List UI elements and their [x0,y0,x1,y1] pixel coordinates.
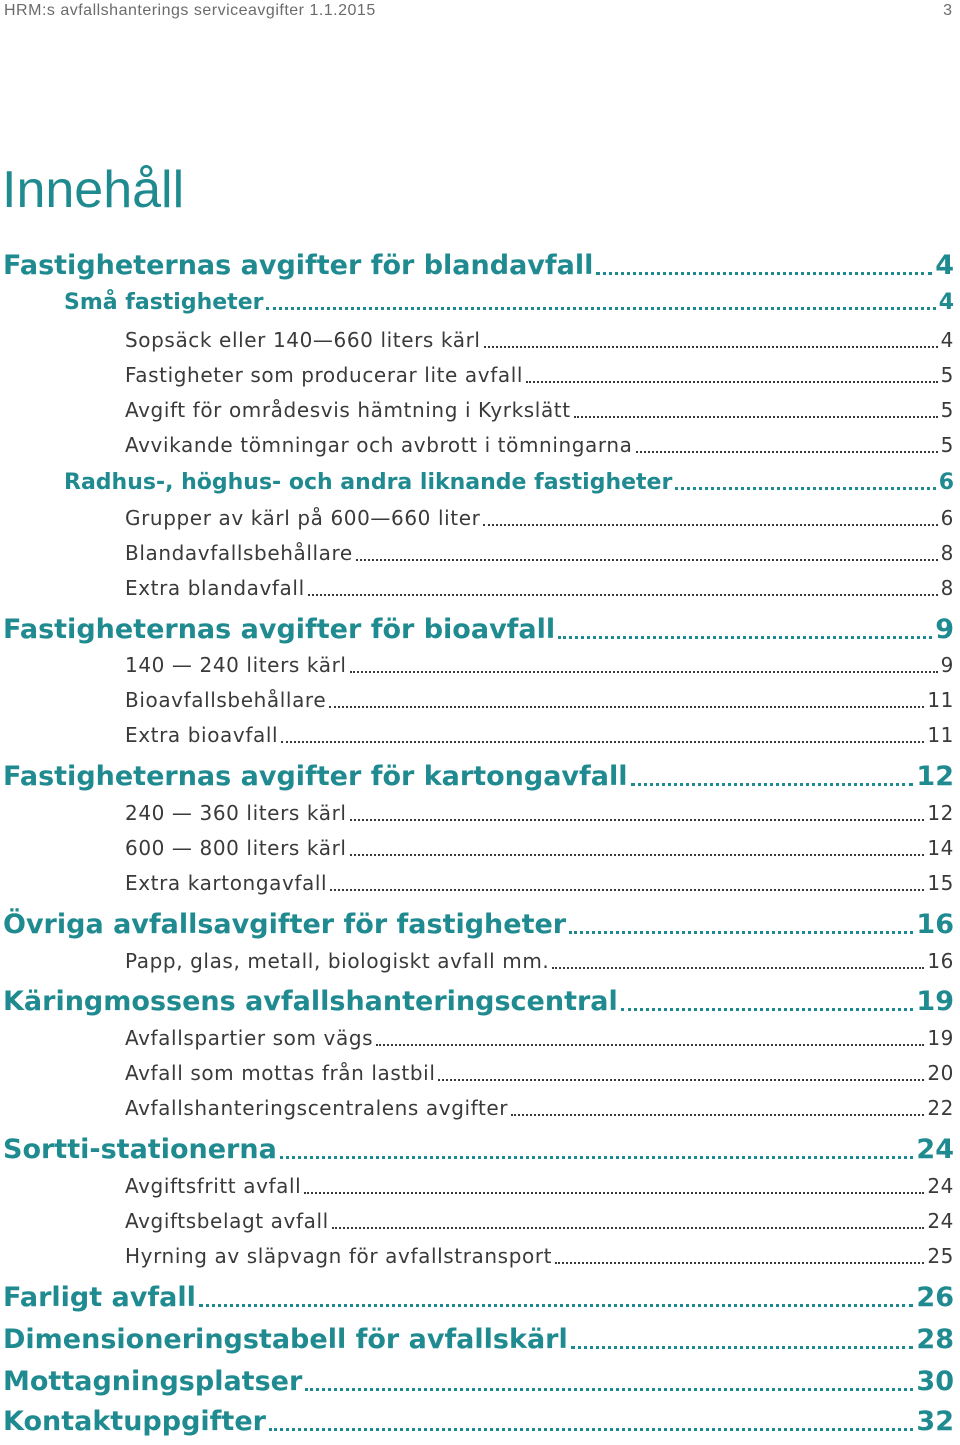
toc-entry-label: Extra blandavfall [125,576,305,600]
dot-leader [330,889,924,891]
document-title: HRM:s avfallshanterings serviceavgifter 1.1.2015 [4,2,376,19]
toc-entry-page-number: 24 [927,1209,954,1233]
dot-leader [552,967,924,969]
dot-leader [332,1227,925,1229]
toc-entry-label: Grupper av kärl på 600—660 liter [125,506,481,530]
toc-entry-page-number: 12 [916,761,954,792]
dot-leader [555,1262,924,1264]
dot-leader [484,346,938,348]
toc-entry-page-number: 32 [916,1406,954,1437]
toc-entry[interactable] [125,328,954,352]
toc-entry[interactable] [3,1366,954,1397]
dot-leader [199,1304,914,1307]
toc-entry[interactable] [3,614,954,645]
toc-entry-page-number: 9 [940,653,954,677]
dot-leader [596,272,932,275]
toc-entry-page-number: 19 [916,986,954,1017]
toc-entry[interactable] [125,723,954,747]
toc-entry-label: Bioavfallsbehållare [125,688,327,712]
toc-entry[interactable] [64,290,954,315]
toc-entry-page-number: 6 [938,470,954,495]
toc-entry[interactable] [125,1209,954,1233]
toc-entry-page-number: 5 [940,433,954,457]
toc-entry-label: Extra kartongavfall [125,871,328,895]
dot-leader [621,1008,914,1011]
dot-leader [675,487,935,490]
toc-entry[interactable] [125,1174,954,1198]
toc-entry[interactable] [3,250,954,281]
toc-entry-label: Hyrning av släpvagn för avfallstransport [125,1244,553,1268]
toc-entry[interactable] [125,576,954,600]
toc-entry[interactable] [125,653,954,677]
page-number: 3 [943,2,952,19]
toc-entry-page-number: 4 [940,328,954,352]
toc-entry[interactable] [3,1134,954,1165]
toc-entry-label: Käringmossens avfallshanteringscentral [3,986,618,1017]
dot-leader [631,783,914,786]
dot-leader [526,381,938,383]
toc-entry-label: Extra bioavfall [125,723,279,747]
dot-leader [266,307,935,310]
toc-entry[interactable] [64,470,954,495]
toc-entry[interactable] [125,398,954,422]
dot-leader [305,1388,913,1391]
toc-entry-label: Papp, glas, metall, biologiskt avfall mm. [125,949,550,973]
toc-entry-page-number: 4 [935,250,954,281]
toc-entry-page-number: 24 [916,1134,954,1165]
toc-entry-label: Avfallshanteringscentralens avgifter [125,1096,509,1120]
dot-leader [558,636,932,639]
dot-leader [269,1428,913,1431]
toc-entry-page-number: 11 [927,688,954,712]
toc-entry-page-number: 25 [927,1244,954,1268]
toc-entry-page-number: 16 [916,909,954,940]
dot-leader [329,706,924,708]
toc-entry-page-number: 9 [935,614,954,645]
toc-entry[interactable] [125,363,954,387]
toc-entry-page-number: 6 [940,506,954,530]
toc-entry-page-number: 16 [927,949,954,973]
toc-entry-page-number: 14 [927,836,954,860]
toc-entry[interactable] [125,871,954,895]
toc-entry[interactable] [125,1244,954,1268]
toc-entry-page-number: 15 [927,871,954,895]
toc-entry-label: Avvikande tömningar och avbrott i tömningarna [125,433,633,457]
toc-entry-page-number: 5 [940,363,954,387]
toc-entry-page-number: 24 [927,1174,954,1198]
dot-leader [438,1079,924,1081]
dot-leader [304,1192,924,1194]
toc-entry[interactable] [3,1406,954,1437]
dot-leader [281,741,924,743]
toc-entry-label: Kontaktuppgifter [3,1406,266,1437]
toc-entry[interactable] [125,1096,954,1120]
toc-entry[interactable] [3,1282,954,1313]
toc-entry-label: Fastigheternas avgifter för bioavfall [3,614,556,645]
toc-entry[interactable] [3,761,954,792]
toc-entry-page-number: 8 [940,541,954,565]
dot-leader [350,854,925,856]
dot-leader [574,416,938,418]
toc-entry-page-number: 4 [938,290,954,315]
toc-entry-label: Radhus-, höghus- och andra liknande fastigheter [64,470,673,495]
dot-leader [571,1346,914,1349]
toc-entry-page-number: 5 [940,398,954,422]
toc-entry[interactable] [3,909,954,940]
toc-entry-label: Avgiftsbelagt avfall [125,1209,329,1233]
toc-entry-page-number: 11 [927,723,954,747]
dot-leader [511,1114,924,1116]
dot-leader [569,931,913,934]
toc-entry-page-number: 19 [927,1026,954,1050]
toc-entry-label: Fastigheter som producerar lite avfall [125,363,524,387]
toc-entry-label: Sopsäck eller 140—660 liters kärl [125,328,481,352]
toc-entry[interactable] [125,836,954,860]
toc-entry[interactable] [125,433,954,457]
dot-leader [483,524,937,526]
toc-entry-label: Farligt avfall [3,1282,196,1313]
toc-entry-page-number: 8 [940,576,954,600]
toc-entry[interactable] [125,1026,954,1050]
toc-entry[interactable] [3,986,954,1017]
toc-entry-page-number: 26 [916,1282,954,1313]
dot-leader [350,671,938,673]
toc-entry-label: Små fastigheter [64,290,264,315]
toc-entry[interactable] [125,541,954,565]
toc-entry-label: Avgift för områdesvis hämtning i Kyrkslätt [125,398,571,422]
toc-entry-label: Avfallspartier som vägs [125,1026,374,1050]
toc-entry-label: 600 — 800 liters kärl [125,836,347,860]
toc-entry[interactable] [125,688,954,712]
toc-entry-page-number: 20 [927,1061,954,1085]
toc-entry[interactable] [125,801,954,825]
toc-entry-label: Avfall som mottas från lastbil [125,1061,436,1085]
toc-heading: Innehåll [2,161,185,219]
toc-entry-label: Mottagningsplatser [3,1366,303,1397]
dot-leader [308,594,938,596]
toc-entry-label: Fastigheternas avgifter för blandavfall [3,250,594,281]
dot-leader [356,559,938,561]
dot-leader [636,451,938,453]
dot-leader [350,819,925,821]
toc-entry-label: Avgiftsfritt avfall [125,1174,302,1198]
toc-entry-label: 140 — 240 liters kärl [125,653,347,677]
toc-entry-label: Fastigheternas avgifter för kartongavfall [3,761,628,792]
toc-entry[interactable] [3,1324,954,1355]
toc-entry-page-number: 28 [916,1324,954,1355]
toc-entry-page-number: 30 [916,1366,954,1397]
toc-entry-page-number: 12 [927,801,954,825]
dot-leader [376,1044,924,1046]
toc-entry-label: Dimensioneringstabell för avfallskärl [3,1324,568,1355]
toc-entry-page-number: 22 [927,1096,954,1120]
toc-entry-label: Blandavfallsbehållare [125,541,353,565]
toc-entry-label: Övriga avfallsavgifter för fastigheter [3,909,567,940]
toc-entry[interactable] [125,1061,954,1085]
toc-entry[interactable] [125,506,954,530]
toc-entry-label: Sortti-stationerna [3,1134,277,1165]
toc-entry[interactable] [125,949,954,973]
toc-entry-label: 240 — 360 liters kärl [125,801,347,825]
dot-leader [280,1156,914,1159]
